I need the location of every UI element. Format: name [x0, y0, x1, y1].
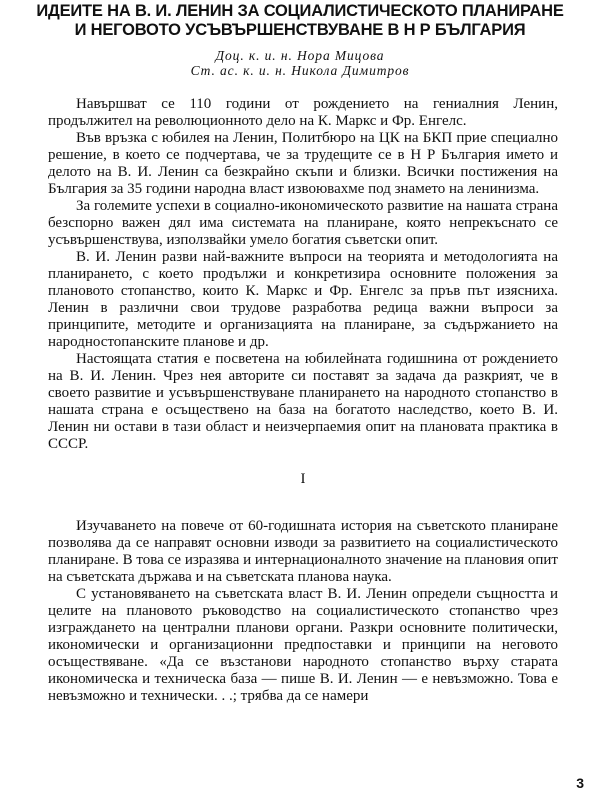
author-block [0, 48, 600, 78]
paragraph: За големите успехи в социално-икономическото развитие на нашата страна безспорно важен дял има системата на планиране, която непрекъснато се усъвършенствува, използвайки умело богатия съветски опит. [48, 198, 558, 248]
paragraph: Навършват се 110 години от рождението на гениалния Ленин, продължител на революционното дело на К. Маркс и Фр. Енгелс. [48, 96, 558, 129]
paragraph: Настоящата статия е посветена на юбилейната годишнина от рождението на В. И. Ленин. Чрез нея авторите си поставят за задача да разкрият, че в своето развитие и усъвършенствуване планирането на народното стопанство в нашата страна е осъществено на база на богатото наследство, което В. И. Ленин ни остави в тази област и неизчерпаемия опит на плановата практика в СССР. [48, 351, 558, 452]
article-body [48, 96, 558, 705]
paragraph: Във връзка с юбилея на Ленин, Политбюро на ЦК на БКП прие специално решение, в което се подчертава, че за трудещите се в Н Р България името и делото на В. И. Ленин са безкрайно скъпи и близки. Всички постижения на България за 35 години народна власт извоювахме под знамето на ленинизма. [48, 130, 558, 197]
author-1: Доц. к. и. н. Нора Мицова [215, 48, 385, 63]
paragraph: С установяването на съветската власт В. И. Ленин определи същността и целите на плановото ръководство на социалистическото стопанство чрез изграждането на централни планови органи. Разкри основните политически, икономически и организационни предпоставки и принципи на неговото осъществяване. «Да се възстанови народното стопанство върху старата икономическа и техническа база — пише В. И. Ленин — е невъзможно. Това е невъзможно и технически. . .; трябва да се намери [48, 586, 558, 704]
title-line-1: ИДЕИТЕ НА В. И. ЛЕНИН ЗА СОЦИАЛИСТИЧЕСКОТО ПЛАНИРАНЕ [36, 2, 564, 20]
paragraph: Изучаването на повече от 60-годишната история на съветското планиране позволява да се направят основни изводи за развитието на социалистическото планиране. В това се изразява и интернационалното значение на плановия опит на съветската държава и на съветската плановa наука. [48, 518, 558, 585]
title-line-2: И НЕГОВОТО УСЪВЪРШЕНСТВУВАНЕ В Н Р БЪЛГАРИЯ [74, 21, 526, 39]
author-2: Ст. ас. к. и. н. Никола Димитров [190, 63, 410, 78]
page-number: 3 [576, 775, 584, 791]
paragraph: В. И. Ленин разви най-важните въпроси на теорията и методологията на планирането, с което продължи и конкретизира основните положения за плановото стопанство, които К. Маркс и Фр. Енгелс за пръв път изясниха. Ленин в различни свои трудове разработва редица важни въпроси за принципите, методите и организацията на планиране, за съдържанието на народностопанските планове и др. [48, 249, 558, 350]
section-heading: I [300, 471, 306, 487]
article-title [8, 2, 592, 40]
